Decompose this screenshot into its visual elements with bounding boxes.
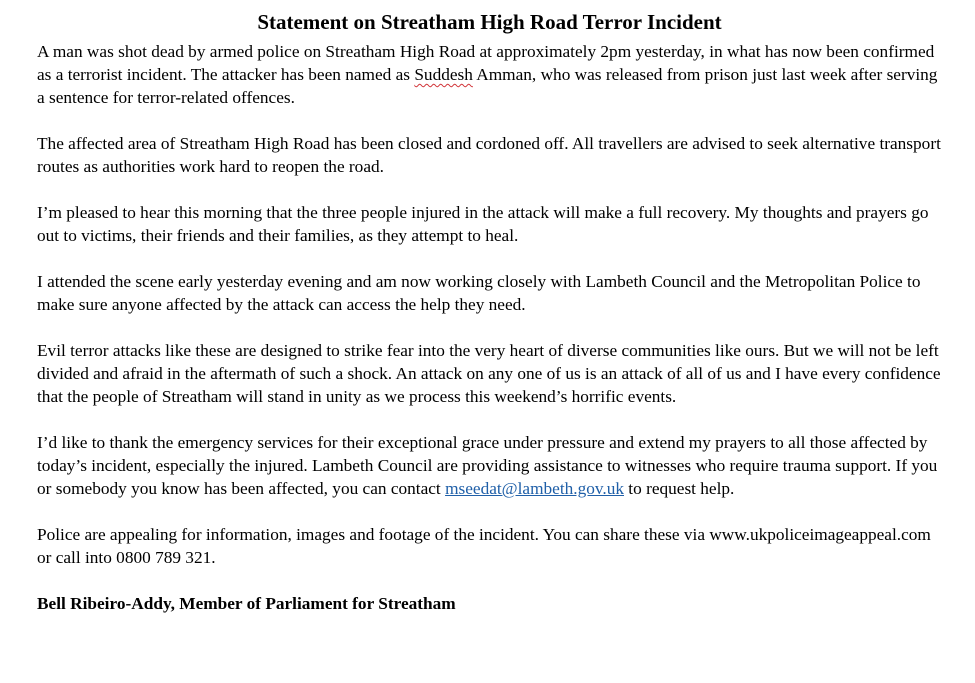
paragraph-injured: I’m pleased to hear this morning that the three people injured in the attack will make a full recovery. My thoughts and prayers go out to victims, their friends and their families, as they attempt to heal. [37,203,929,245]
paragraph-incident [37,40,942,109]
paragraph-thanks-text-end: to request help. [623,479,735,498]
paragraph-incident-text-end: Amman, who was released from prison just last week after serving a sentence for terror-related offences. [37,65,938,107]
email-link[interactable]: mseedat@lambeth.gov.uk [445,479,624,498]
signature: Bell Ribeiro-Addy, Member of Parliament for Streatham [37,594,456,613]
spellcheck-flagged-word[interactable]: Suddesh [414,65,473,84]
document-page [37,8,942,615]
paragraph-police-appeal: Police are appealing for information, images and footage of the incident. You can share these via www.ukpoliceimageappeal.com or call into 0800 789 321. [37,525,931,567]
paragraph-thanks [37,431,942,500]
paragraph-thanks-text-start: I’d like to thank the emergency services for their exceptional grace under pressure and extend my prayers to all those affected by today’s incident, especially the injured. Lambeth Council are providing assistance to witnesses who require trauma support. If you or somebody you know has been affected, you can contact [37,433,938,498]
paragraph-community: Evil terror attacks like these are designed to strike fear into the very heart of diverse communities like ours. But we will not be left divided and afraid in the aftermath of such a shock. An attack on any one of us is an attack of all of us and I have every confidence that the people of Streatham will stand in unity as we process this weekend’s horrific events. [37,341,941,406]
paragraph-scene-visit: I attended the scene early yesterday evening and am now working closely with Lambeth Council and the Metropolitan Police to make sure anyone affected by the attack can access the help they need. [37,272,921,314]
document-title: Statement on Streatham High Road Terror Incident [257,10,722,34]
paragraph-road-closure: The affected area of Streatham High Road has been closed and cordoned off. All travellers are advised to seek alternative transport routes as authorities work hard to reopen the road. [37,134,941,176]
paragraph-incident-text-start: A man was shot dead by armed police on Streatham High Road at approximately 2pm yesterday, in what has now been confirmed as a terrorist incident. The attacker has been named as [37,42,935,84]
